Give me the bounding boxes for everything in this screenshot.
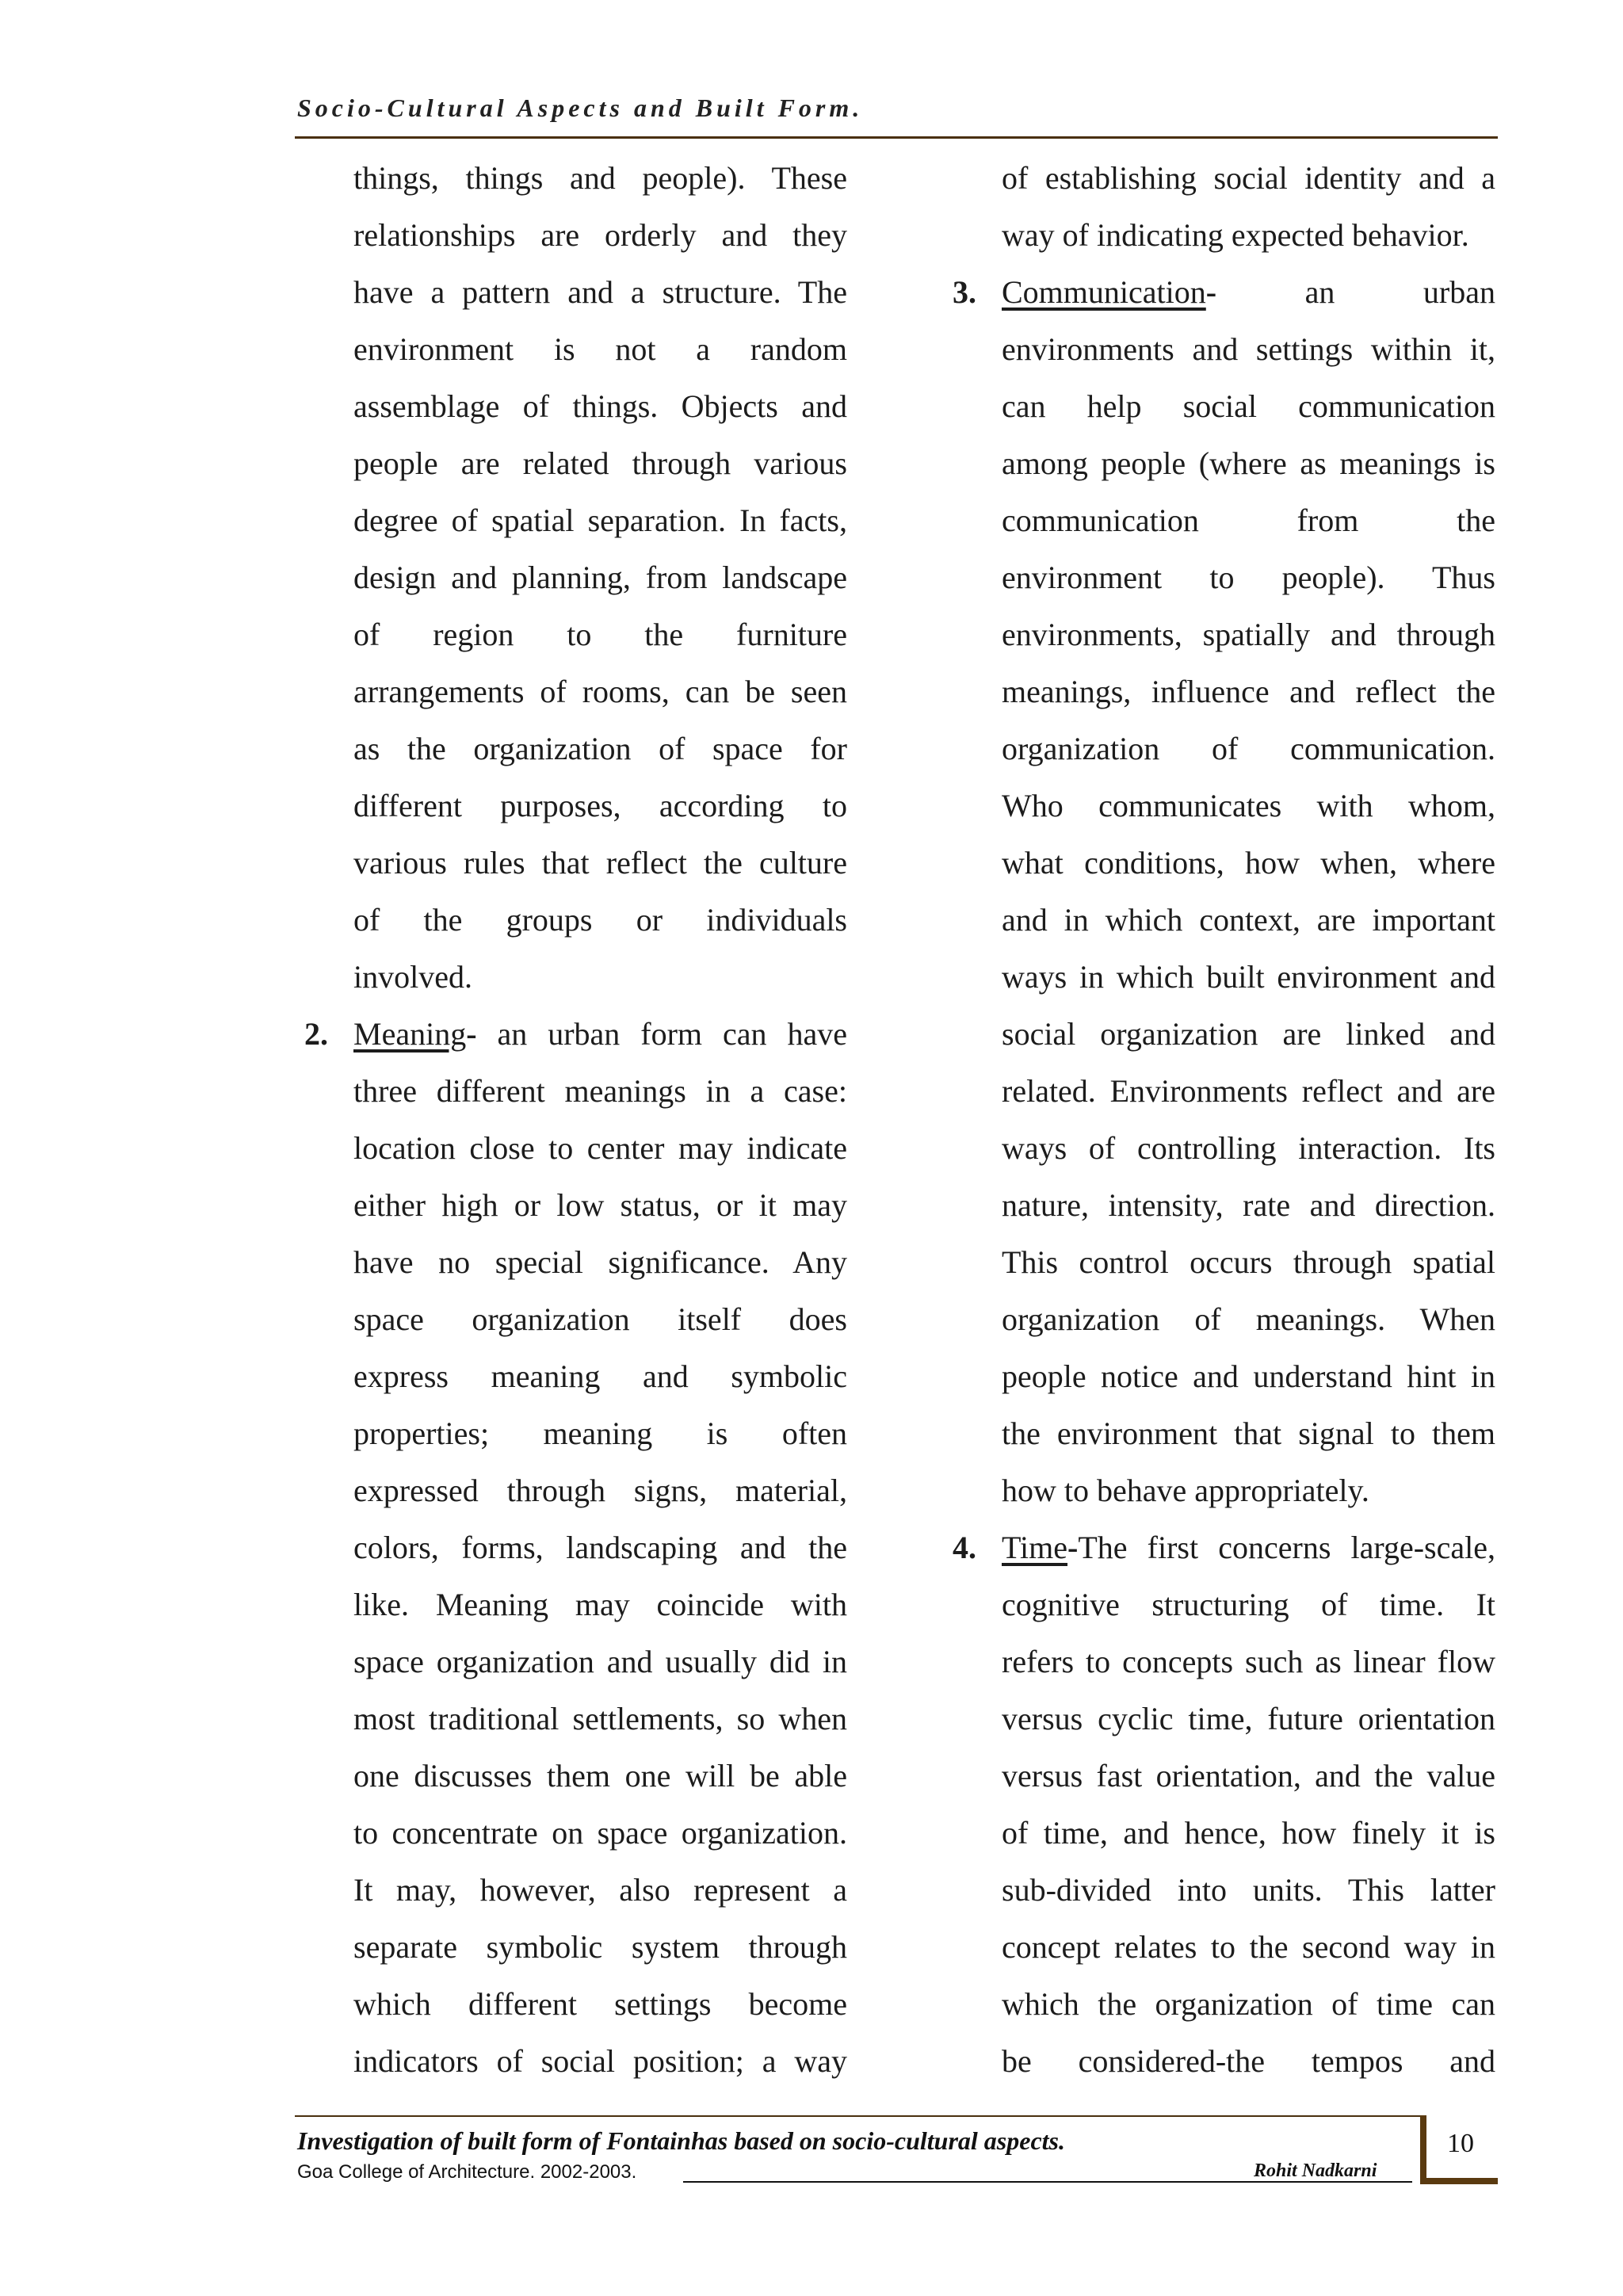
- body-line: It may, however, also represent a: [353, 1872, 847, 1908]
- body-line: and in which context, are important: [1002, 902, 1495, 938]
- body-line: social organization are linked and: [1002, 1016, 1495, 1052]
- item-text: an urban: [1216, 274, 1495, 310]
- body-line: environment to people). Thus: [1002, 560, 1495, 595]
- body-line: sub-divided into units. This latter: [1002, 1872, 1495, 1908]
- page-number-bracket-base: [1420, 2178, 1498, 2184]
- list-item-time-first-line: [953, 1525, 1495, 1582]
- body-line: arrangements of rooms, can be seen: [353, 674, 847, 709]
- body-line: three different meanings in a case:: [353, 1073, 847, 1109]
- body-line: This control occurs through spatial: [1002, 1244, 1495, 1280]
- body-line: of the groups or individuals: [353, 902, 847, 938]
- body-line: which different settings become: [353, 1986, 847, 2022]
- right-column: [953, 155, 1495, 2095]
- body-line: space organization and usually did in: [353, 1644, 847, 1679]
- body-line: Who communicates with whom,: [1002, 788, 1495, 823]
- body-line: ways of controlling interaction. Its: [1002, 1130, 1495, 1166]
- footer-rule: [295, 2115, 1422, 2117]
- body-line: assemblage of things. Objects and: [353, 388, 847, 424]
- term-meaning: Meaning: [353, 1016, 467, 1052]
- body-line: as the organization of space for: [353, 731, 847, 766]
- body-line: ways in which built environment and: [1002, 959, 1495, 995]
- body-line: relationships are orderly and they: [353, 217, 847, 253]
- body-line: related. Environments reflect and are: [1002, 1073, 1495, 1109]
- body-line: things, things and people). These: [353, 160, 847, 196]
- term-dash: -: [1205, 274, 1217, 310]
- body-line: degree of spatial separation. In facts,: [353, 502, 847, 538]
- list-number: 2.: [304, 1016, 328, 1052]
- body-line: environment is not a random: [353, 331, 847, 367]
- body-line: concept relates to the second way in: [1002, 1929, 1495, 1965]
- body-line: of time, and hence, how finely it is: [1002, 1815, 1495, 1851]
- body-line: like. Meaning may coincide with: [353, 1587, 847, 1622]
- body-line: environments and settings within it,: [1002, 331, 1495, 367]
- item-text: an urban form can have: [476, 1016, 847, 1052]
- body-line: refers to concepts such as linear flow: [1002, 1644, 1495, 1679]
- list-number: 3.: [953, 274, 976, 310]
- body-line: among people (where as meanings is: [1002, 445, 1495, 481]
- body-line: one discusses them one will be able: [353, 1758, 847, 1794]
- body-line: which the organization of time can: [1002, 1986, 1495, 2022]
- body-line: how to behave appropriately.: [1002, 1473, 1369, 1508]
- body-line: people are related through various: [353, 445, 847, 481]
- body-line: express meaning and symbolic: [353, 1358, 847, 1394]
- body-line: indicators of social position; a way: [353, 2043, 847, 2079]
- list-item-meaning-first-line: [304, 1011, 847, 1068]
- body-line: be considered-the tempos and: [1002, 2043, 1495, 2079]
- body-line: versus cyclic time, future orientation: [1002, 1701, 1495, 1736]
- body-line: various rules that reflect the culture: [353, 845, 847, 881]
- body-line: people notice and understand hint in: [1002, 1358, 1495, 1394]
- body-line: way of indicating expected behavior.: [1002, 217, 1469, 253]
- term-communication: Communication: [1002, 274, 1206, 310]
- running-header: Socio-Cultural Aspects and Built Form.: [297, 94, 864, 122]
- body-line: separate symbolic system through: [353, 1929, 847, 1965]
- header-rule: [295, 136, 1498, 139]
- body-line: involved.: [353, 959, 472, 995]
- body-line: versus fast orientation, and the value: [1002, 1758, 1495, 1794]
- page-number: 10: [1447, 2129, 1474, 2158]
- body-line: space organization itself does: [353, 1301, 847, 1337]
- left-column: [304, 155, 847, 2095]
- body-line: nature, intensity, rate and direction.: [1002, 1187, 1495, 1223]
- body-line: have no special significance. Any: [353, 1244, 847, 1280]
- body-line: either high or low status, or it may: [353, 1187, 847, 1223]
- body-line: have a pattern and a structure. The: [353, 274, 847, 310]
- body-line: communication from the: [1002, 502, 1495, 538]
- footer-author: Rohit Nadkarni: [1254, 2160, 1377, 2181]
- page-number-bracket: [1420, 2115, 1426, 2183]
- body-line: properties; meaning is often: [353, 1415, 847, 1451]
- body-line: the environment that signal to them: [1002, 1415, 1495, 1451]
- footer-title: Investigation of built form of Fontainhas based on socio-cultural aspects.: [297, 2126, 1065, 2155]
- body-line: design and planning, from landscape: [353, 560, 847, 595]
- body-line: organization of communication.: [1002, 731, 1495, 766]
- term-time: Time: [1002, 1530, 1068, 1565]
- body-line: different purposes, according to: [353, 788, 847, 823]
- body-line: can help social communication: [1002, 388, 1495, 424]
- list-number: 4.: [953, 1530, 976, 1565]
- body-line: cognitive structuring of time. It: [1002, 1587, 1495, 1622]
- body-line: organization of meanings. When: [1002, 1301, 1495, 1337]
- list-item-communication-first-line: [953, 269, 1495, 327]
- body-line: of establishing social identity and a: [1002, 160, 1495, 196]
- term-dash: -: [1067, 1530, 1079, 1565]
- item-text: The first concerns large-scale,: [1078, 1530, 1495, 1565]
- term-dash: -: [466, 1016, 477, 1052]
- body-line: colors, forms, landscaping and the: [353, 1530, 847, 1565]
- footer-institution: Goa College of Architecture. 2002-2003.: [297, 2161, 637, 2183]
- body-line: location close to center may indicate: [353, 1130, 847, 1166]
- body-line: to concentrate on space organization.: [353, 1815, 847, 1851]
- body-line: most traditional settlements, so when: [353, 1701, 847, 1736]
- body-line: environments, spatially and through: [1002, 617, 1495, 652]
- body-line: expressed through signs, material,: [353, 1473, 847, 1508]
- body-line: of region to the furniture: [353, 617, 847, 652]
- body-line: meanings, influence and reflect the: [1002, 674, 1495, 709]
- body-line: what conditions, how when, where: [1002, 845, 1495, 881]
